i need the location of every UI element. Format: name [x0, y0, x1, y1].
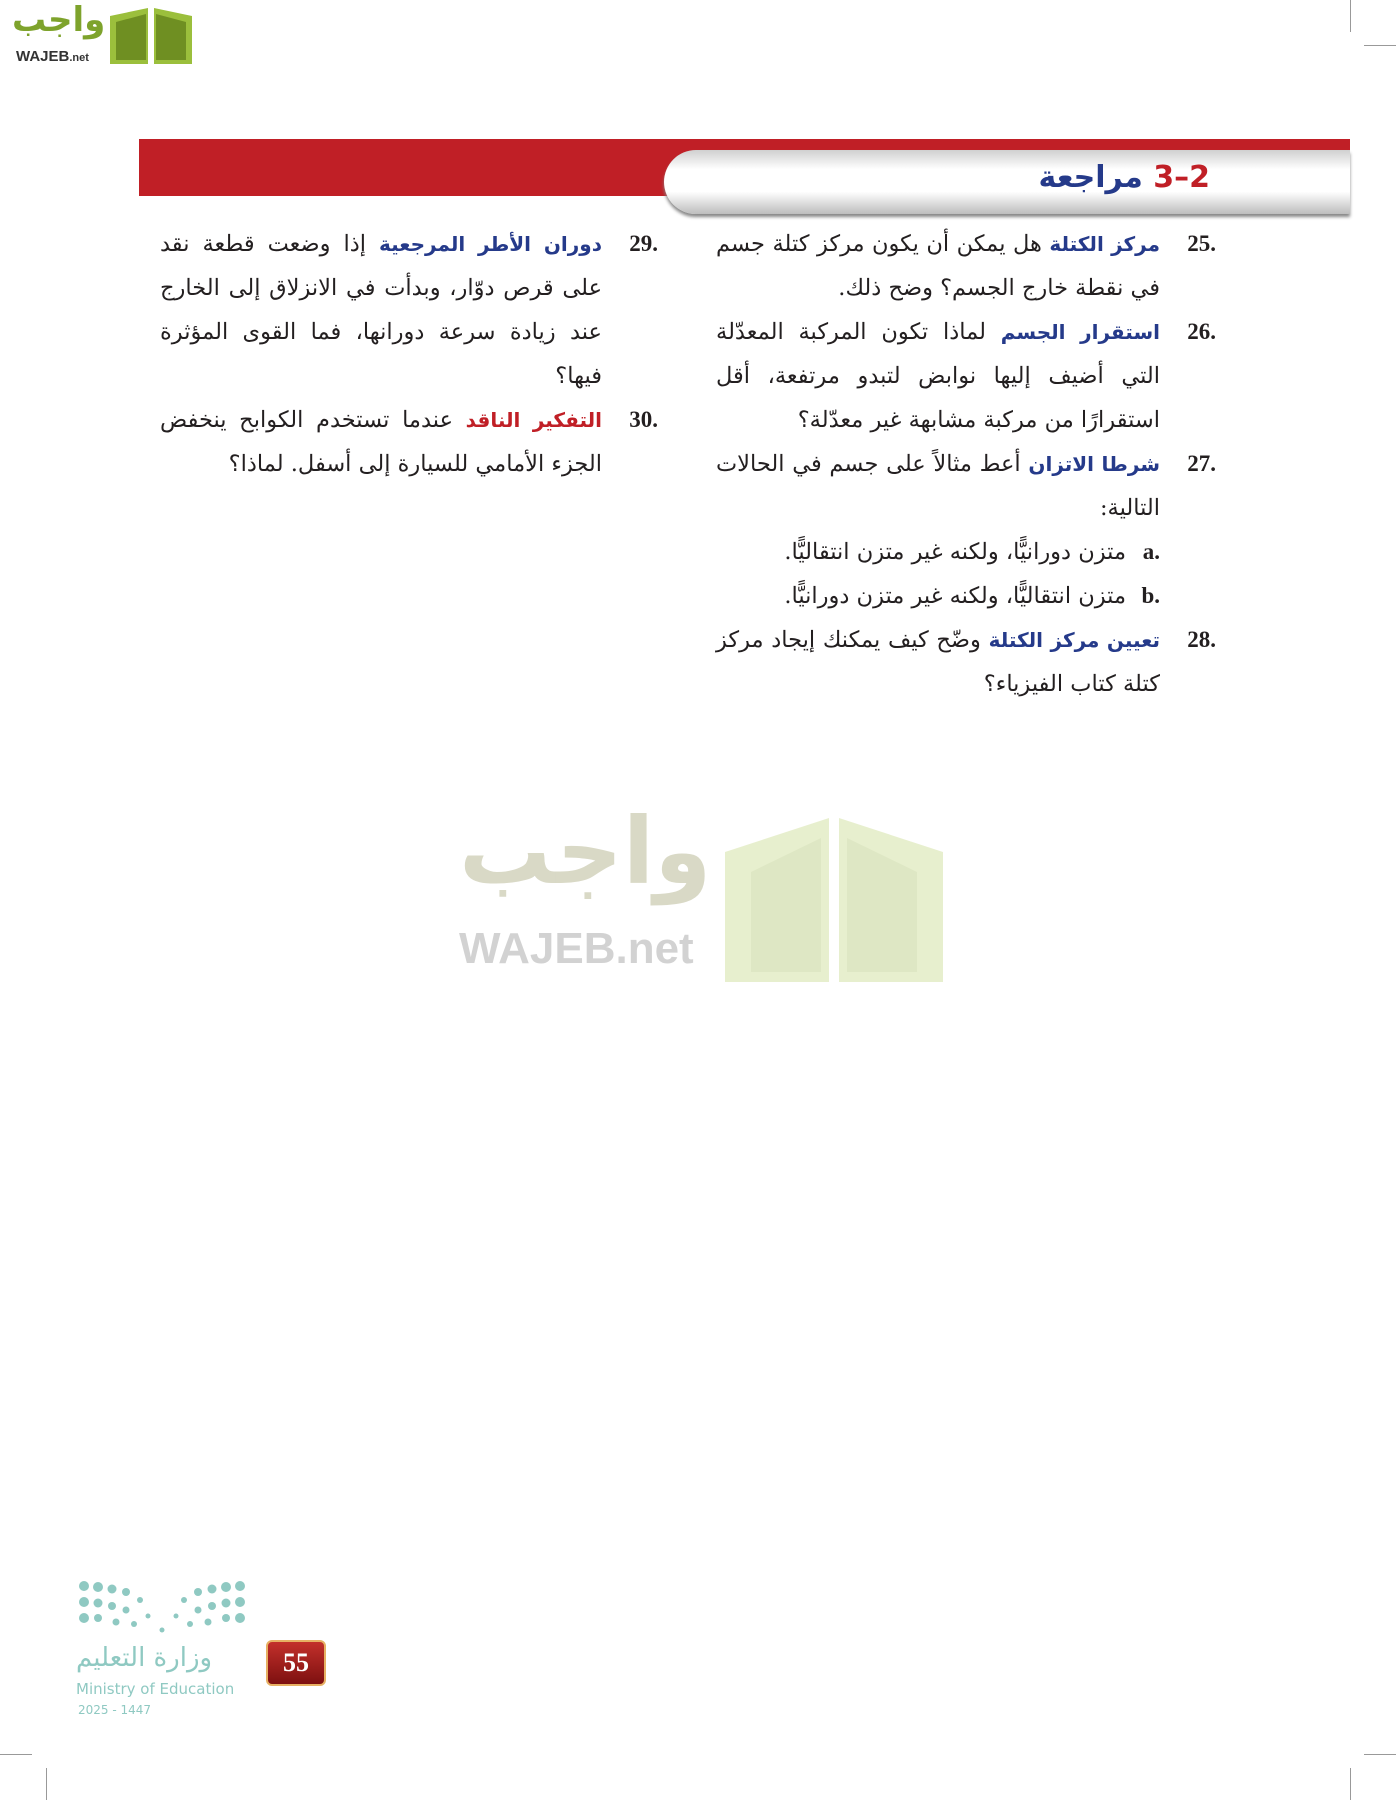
watermark-english: WAJEB.net — [459, 924, 694, 973]
logo-arabic: واجب — [12, 0, 106, 40]
crop-mark — [0, 1754, 32, 1755]
crop-mark — [1350, 0, 1351, 32]
crop-mark — [46, 1768, 47, 1800]
questions-left-column — [160, 222, 658, 486]
crop-mark — [1350, 1768, 1351, 1800]
watermark — [459, 798, 949, 987]
ministry-english: Ministry of Education — [76, 1680, 235, 1698]
question-29: 29. دوران الأطر المرجعية إذا وضعت قطعة نقد على قرص دوّار، وبدأت في الانزلاق إلى الخارج عند زيادة سرعة دورانها، فما القوى المؤثرة فيها؟ — [160, 231, 658, 389]
section-title: 2–3 مراجعة — [1038, 160, 1210, 195]
questions-right-column — [716, 222, 1216, 706]
crop-mark — [1364, 1754, 1396, 1755]
book-icon — [721, 812, 947, 984]
crop-mark — [1364, 45, 1396, 46]
dots-emblem-icon — [76, 1578, 248, 1638]
book-icon — [106, 4, 196, 66]
ministry-logo — [76, 1578, 256, 1738]
question-26: 26. استقرار الجسم لماذا تكون المركبة المعدّلة التي أضيف إليها نوابض لتبدو مرتفعة، أقل استقرارًا من مركبة مشابهة غير معدّلة؟ — [716, 319, 1216, 433]
question-28: 28. تعيين مركز الكتلة وضّح كيف يمكنك إيجاد مركز كتلة كتاب الفيزياء؟ — [716, 627, 1216, 697]
watermark-arabic: واجب — [459, 798, 712, 905]
question-25: 25. مركز الكتلة هل يمكن أن يكون مركز كتلة جسم في نقطة خارج الجسم؟ وضح ذلك. — [716, 231, 1216, 301]
question-30: 30. التفكير الناقد عندما تستخدم الكوابح ينخفض الجزء الأمامي للسيارة إلى أسفل. لماذا؟ — [160, 407, 658, 477]
question-27a: a. متزن دورانيًّا، ولكنه غير متزن انتقاليًّا. — [784, 539, 1160, 565]
logo-english: WAJEB.net — [16, 48, 89, 65]
ministry-year: 2025 - 1447 — [78, 1703, 152, 1717]
page-number: 55 — [266, 1640, 326, 1686]
wajeb-logo[interactable] — [8, 0, 193, 66]
question-27: 27. شرطا الاتزان أعط مثالاً على جسم في الحالات التالية: a. متزن دورانيًّا، ولكنه غير متزن انتقاليًّا. b. متزن انتقاليًّا، ولكنه غير متزن دورانيًّا. — [716, 442, 1216, 618]
question-27b: b. متزن انتقاليًّا، ولكنه غير متزن دورانيًّا. — [784, 583, 1160, 609]
section-title-pill — [664, 150, 1350, 214]
ministry-arabic: وزارة التعليم — [76, 1643, 213, 1673]
